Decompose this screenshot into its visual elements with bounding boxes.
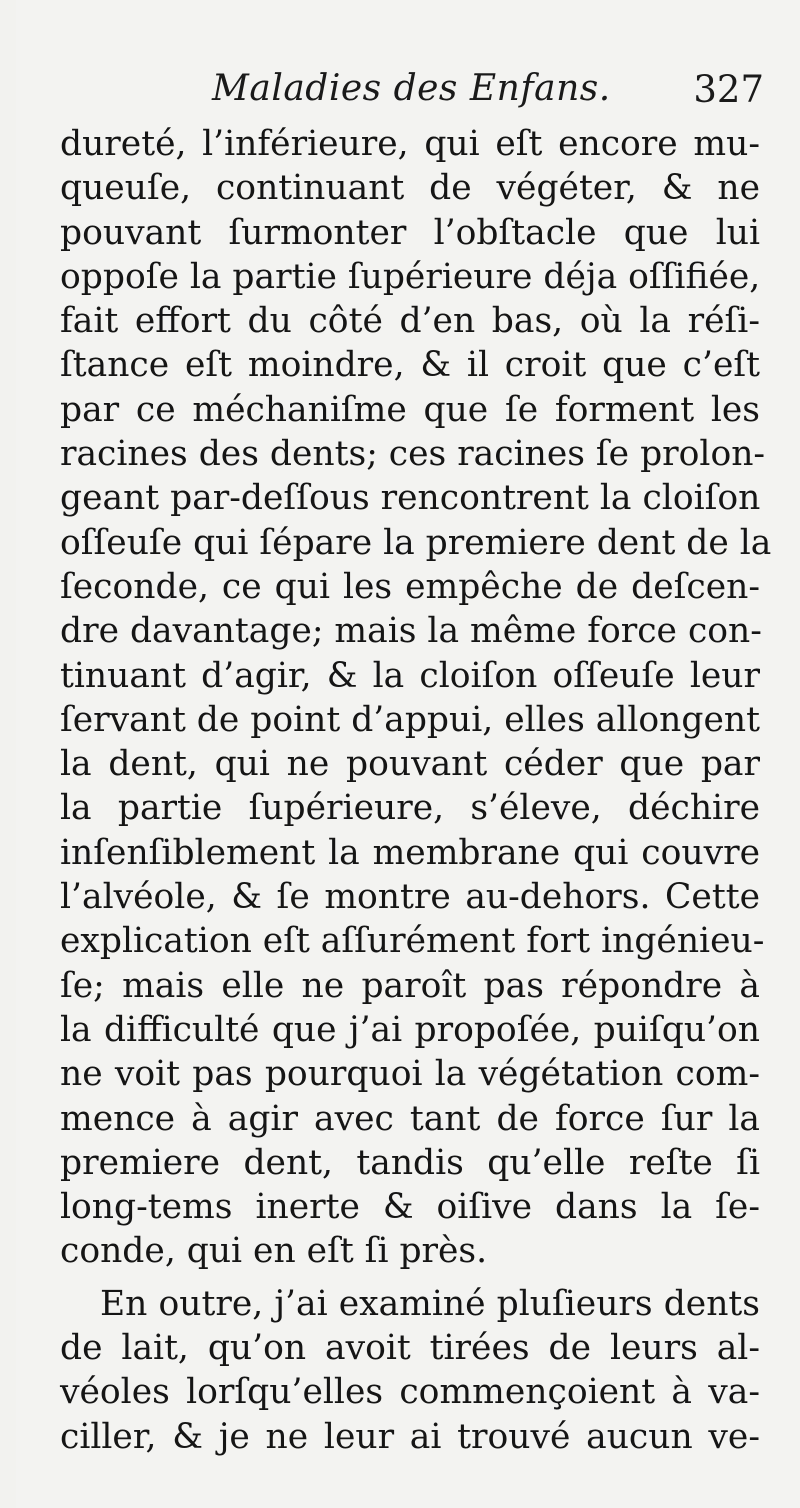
text-line: racines des dents; ces racines ſe prolon- [60,434,766,475]
text-line: dre davantage; mais la même force con- [60,611,762,652]
body-text [60,122,772,1459]
text-line: inſenſiblement la membrane qui couvre [60,832,760,873]
text-line: fait effort du côté d’en bas, où la réſi- [60,301,760,342]
paragraph-2 [60,1282,760,1459]
text-line: par ce méchaniſme que ſe forment les [60,389,760,430]
text-line: ne voit pas pourquoi la végétation com- [60,1054,760,1095]
text-line: premiere dent, tandis qu’elle reſte ſi [60,1142,760,1183]
text-line: ſervant de point d’appui, elles allongent [60,699,760,740]
page-number: 327 [693,68,764,111]
paragraph-gap [60,1274,760,1282]
text-line: la dent, qui ne pouvant céder que par [60,744,760,785]
text-line: pouvant ſurmonter l’obſtacle que lui [60,212,760,253]
book-page [16,0,800,1508]
paragraph-1 [60,122,772,1274]
scan-margin [0,0,16,1508]
text-line: ſe; mais elle ne paroît pas répondre à [60,965,760,1006]
text-line: ciller, & je ne leur ai trouvé aucun ve- [60,1416,760,1457]
text-line: la difficulté que j’ai propoſée, puiſqu’on [60,1009,760,1050]
text-line: explication eſt aſſurément fort ingénieu- [60,921,765,962]
text-line: tinuant d’agir, & la cloiſon oſſeuſe leur [60,655,760,696]
running-title: Maladies des Enfans. [212,68,611,109]
text-line: oppoſe la partie ſupérieure déja oſſifiée, [60,256,761,297]
text-line: mence à agir avec tant de force ſur la [60,1098,760,1139]
text-line: geant par-deſſous rencontrent la cloiſon [60,478,761,519]
text-line: l’alvéole, & ſe montre au-dehors. Cette [60,877,760,918]
text-line: véoles lorſqu’elles commençoient à va- [60,1372,760,1413]
text-line: queuſe, continuant de végéter, & ne [60,168,760,209]
text-line: de lait, qu’on avoit tirées de leurs al- [60,1328,760,1369]
text-line: conde, qui en eſt ſi près. [60,1231,488,1272]
text-line: long-tems inerte & oiſive dans la ſe- [60,1187,760,1228]
text-line: oſſeuſe qui ſépare la premiere dent de la [60,522,772,563]
page-header [212,68,764,128]
text-line: ſeconde, ce qui les empêche de deſcen- [60,566,760,607]
text-line: ſtance eſt moindre, & il croit que c’eſt [60,345,760,386]
text-line: la partie ſupérieure, s’éleve, déchire [60,788,760,829]
text-line: En outre, j’ai examiné pluſieurs dents [100,1283,760,1324]
text-line: dureté, l’inférieure, qui eſt encore mu- [60,124,760,164]
